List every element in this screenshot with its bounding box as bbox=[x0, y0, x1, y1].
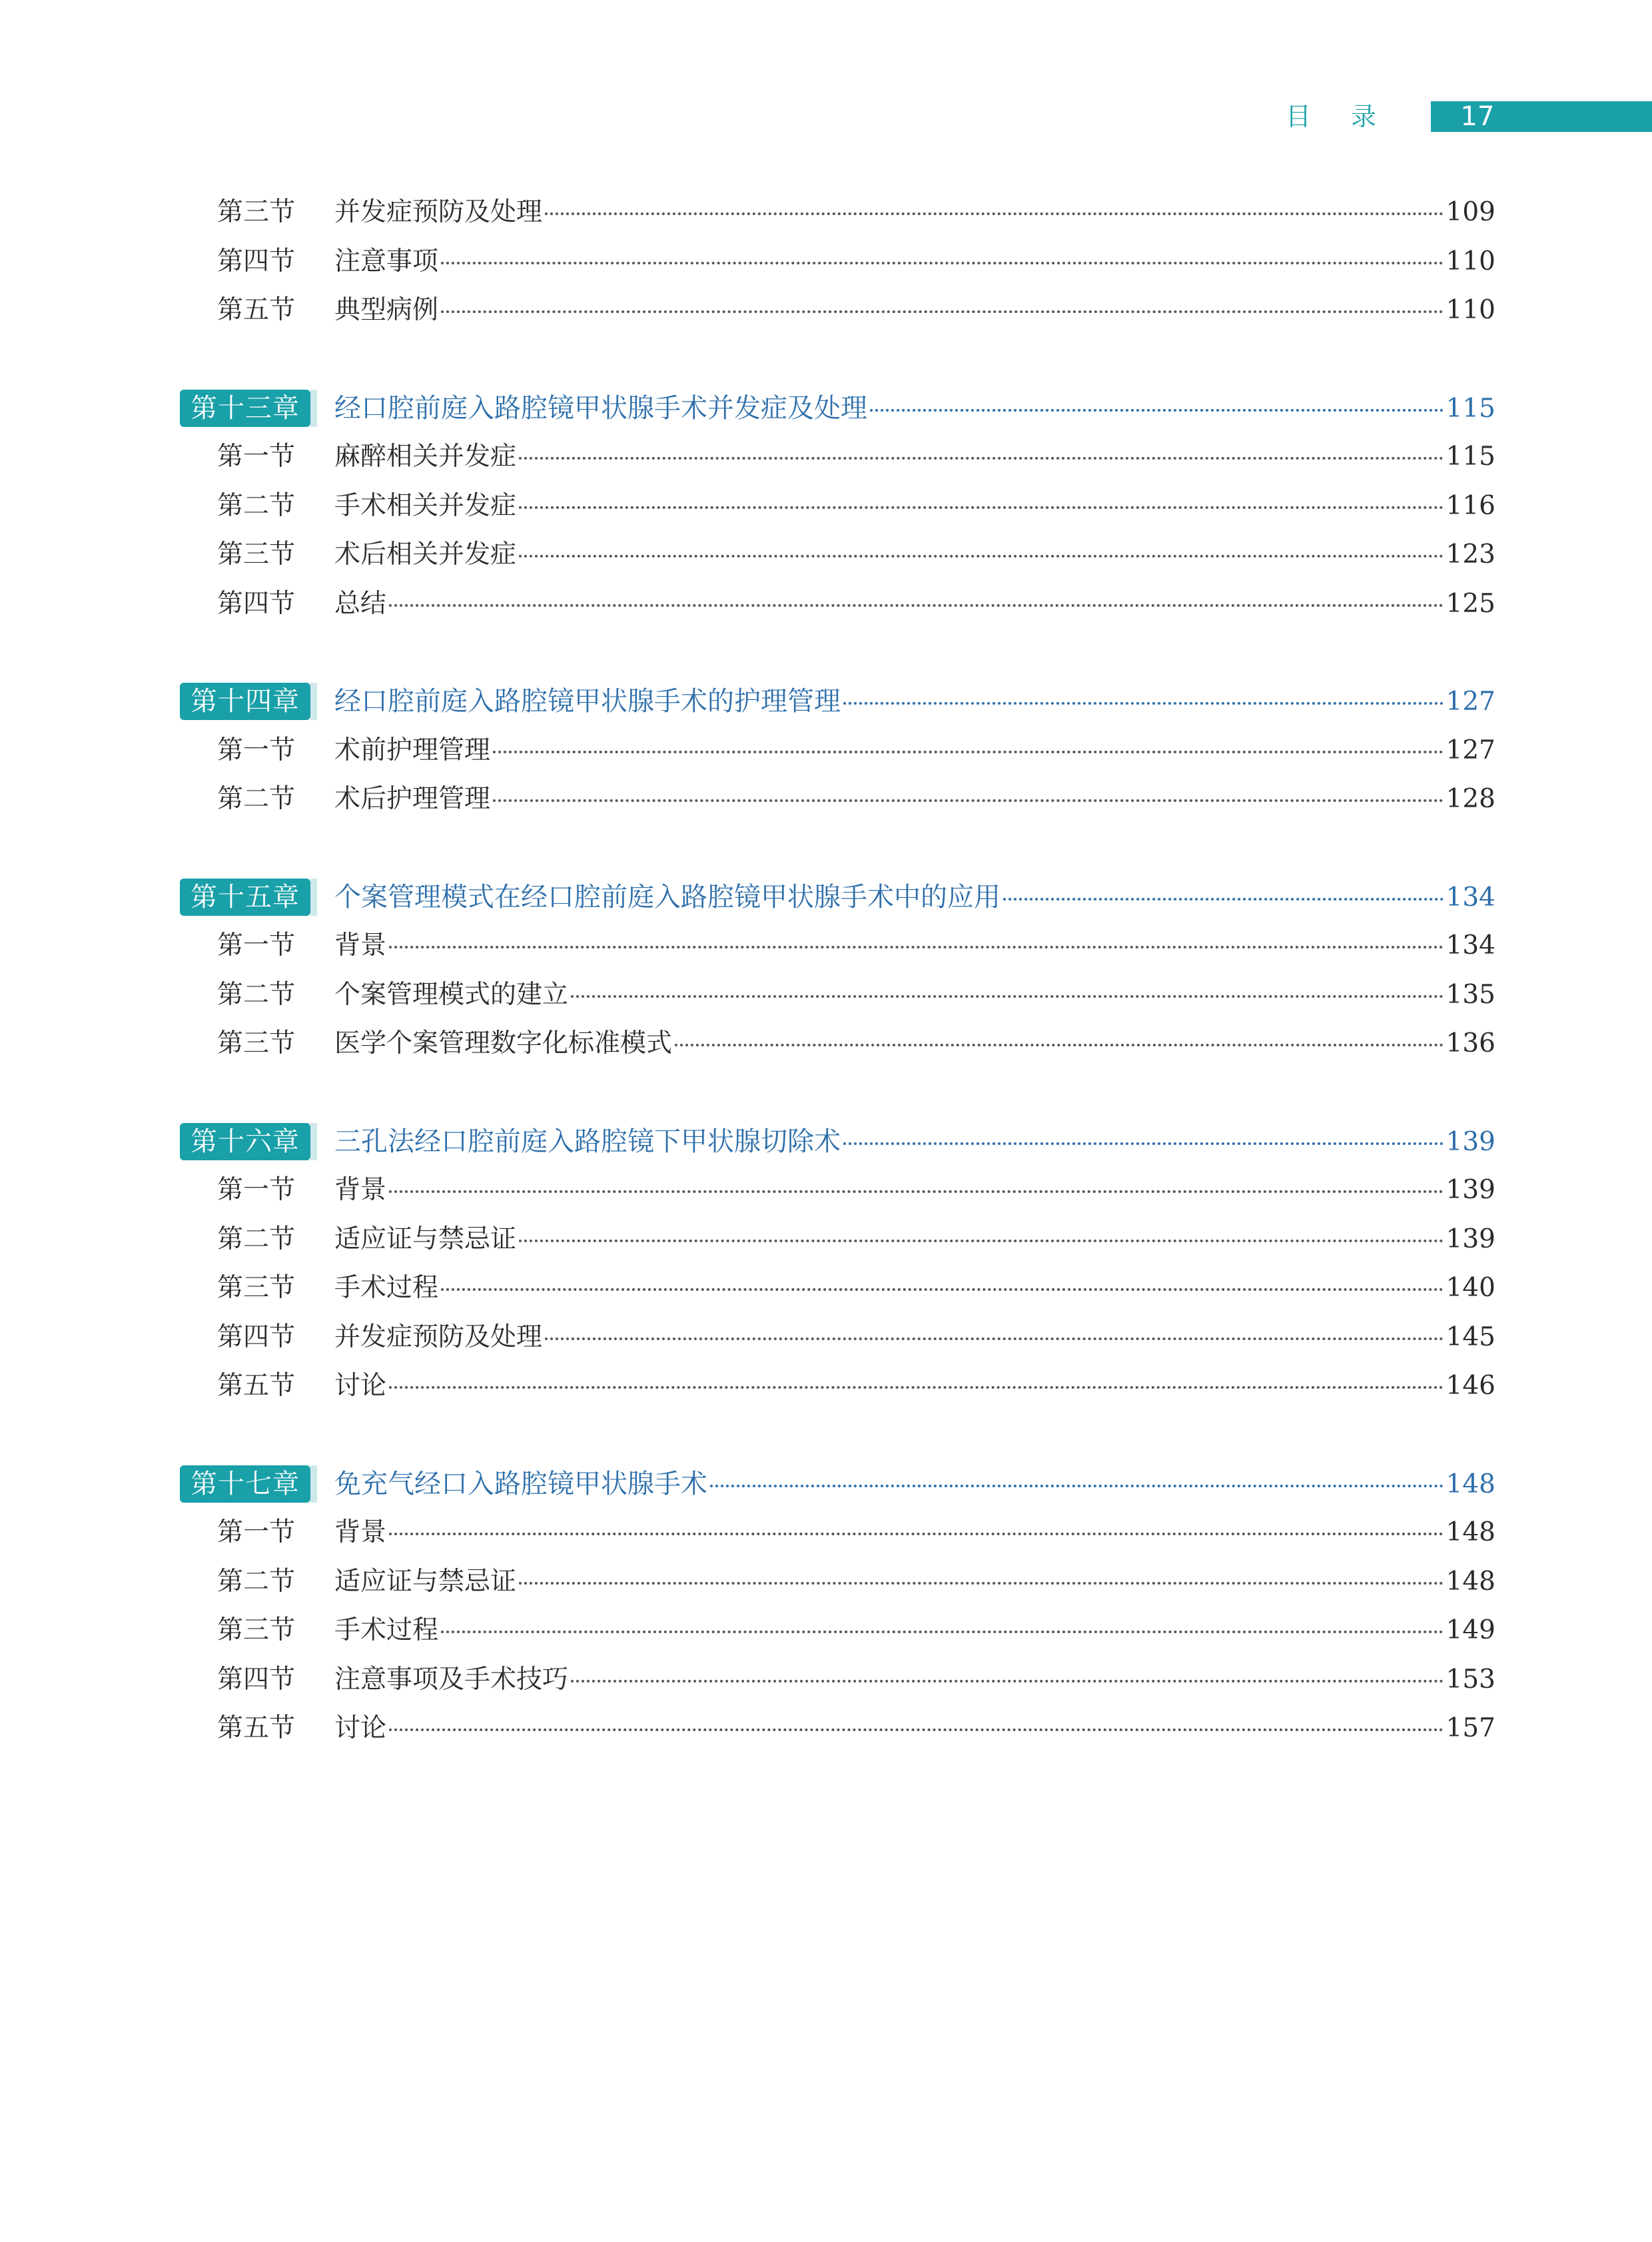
chapter-heading-row[interactable] bbox=[0, 1117, 1652, 1166]
chapter-title: 经口腔前庭入路腔镜甲状腺手术的护理管理 bbox=[334, 686, 841, 717]
toc-section-row[interactable] bbox=[0, 1704, 1652, 1753]
toc-section-row[interactable] bbox=[0, 188, 1652, 237]
section-label: 第三节 bbox=[217, 1273, 296, 1303]
dot-leader bbox=[843, 702, 1444, 705]
dot-leader bbox=[843, 1142, 1444, 1145]
section-page: 153 bbox=[1446, 1664, 1495, 1694]
chapter-title: 经口腔前庭入路腔镜甲状腺手术并发症及处理 bbox=[334, 392, 867, 424]
toc-section-row[interactable] bbox=[0, 286, 1652, 335]
section-title: 医学个案管理数字化标准模式 bbox=[334, 1028, 673, 1058]
dot-leader bbox=[519, 1240, 1444, 1242]
section-page: 128 bbox=[1446, 784, 1495, 814]
dot-leader bbox=[710, 1485, 1444, 1487]
section-label: 第二节 bbox=[217, 1566, 296, 1597]
chapter-heading-row[interactable] bbox=[0, 873, 1652, 922]
chapter-page: 139 bbox=[1446, 1126, 1495, 1157]
section-label: 第二节 bbox=[217, 490, 296, 521]
chapter-heading-row[interactable] bbox=[0, 1459, 1652, 1509]
table-of-contents bbox=[0, 188, 1652, 1802]
section-page: 146 bbox=[1446, 1371, 1495, 1401]
section-title: 典型病例 bbox=[334, 295, 439, 325]
toc-section-row[interactable] bbox=[0, 1019, 1652, 1068]
toc-chapter-15 bbox=[0, 873, 1652, 1068]
dot-leader bbox=[1003, 898, 1444, 901]
dot-leader bbox=[441, 262, 1444, 264]
section-title: 个案管理模式的建立 bbox=[334, 979, 569, 1010]
section-page: 140 bbox=[1446, 1273, 1495, 1303]
section-page: 134 bbox=[1446, 931, 1495, 960]
section-label: 第四节 bbox=[217, 1664, 296, 1694]
section-page: 123 bbox=[1446, 540, 1495, 569]
chapter-badge bbox=[180, 390, 310, 427]
chapter-label: 第十三章 bbox=[191, 392, 300, 424]
section-page: 110 bbox=[1446, 246, 1495, 276]
toc-chapter-17 bbox=[0, 1459, 1652, 1753]
chapter-label: 第十六章 bbox=[191, 1126, 300, 1157]
chapter-label: 第十四章 bbox=[191, 686, 300, 717]
section-title: 适应证与禁忌证 bbox=[334, 1566, 517, 1597]
section-page: 115 bbox=[1446, 442, 1495, 472]
section-label: 第四节 bbox=[217, 1321, 296, 1352]
toc-section-row[interactable] bbox=[0, 970, 1652, 1020]
chapter-page: 115 bbox=[1446, 393, 1495, 424]
dot-leader bbox=[545, 1337, 1444, 1340]
section-page: 116 bbox=[1446, 490, 1495, 521]
chapter-heading-row[interactable] bbox=[0, 677, 1652, 726]
section-page: 139 bbox=[1446, 1175, 1495, 1205]
toc-section-row[interactable] bbox=[0, 726, 1652, 775]
chapter-heading-row[interactable] bbox=[0, 384, 1652, 433]
toc-section-row[interactable] bbox=[0, 775, 1652, 824]
section-page: 109 bbox=[1446, 197, 1495, 227]
section-page: 149 bbox=[1446, 1615, 1495, 1645]
toc-section-row[interactable] bbox=[0, 1508, 1652, 1557]
toc-section-row[interactable] bbox=[0, 1166, 1652, 1215]
section-title: 并发症预防及处理 bbox=[334, 1321, 543, 1352]
chapter-badge bbox=[180, 1123, 310, 1160]
section-title: 麻醉相关并发症 bbox=[334, 442, 517, 472]
section-label: 第五节 bbox=[217, 1713, 296, 1743]
chapter-title: 免充气经口入路腔镜甲状腺手术 bbox=[334, 1468, 707, 1499]
section-page: 139 bbox=[1446, 1224, 1495, 1254]
toc-section-row[interactable] bbox=[0, 237, 1652, 286]
chapter-page: 127 bbox=[1446, 687, 1495, 717]
chapter-label: 第十七章 bbox=[191, 1468, 300, 1499]
dot-leader bbox=[389, 1386, 1444, 1389]
chapter-page: 134 bbox=[1446, 882, 1495, 913]
toc-section-row[interactable] bbox=[0, 1606, 1652, 1655]
toc-section-row[interactable] bbox=[0, 530, 1652, 579]
running-header bbox=[1286, 100, 1652, 133]
section-page: 127 bbox=[1446, 735, 1495, 765]
section-title: 讨论 bbox=[334, 1713, 387, 1743]
toc-section-row[interactable] bbox=[0, 1655, 1652, 1704]
section-label: 第五节 bbox=[217, 295, 296, 325]
section-label: 第三节 bbox=[217, 197, 296, 227]
toc-chapter-16 bbox=[0, 1117, 1652, 1411]
toc-section-row[interactable] bbox=[0, 921, 1652, 970]
section-title: 适应证与禁忌证 bbox=[334, 1224, 517, 1254]
dot-leader bbox=[545, 212, 1444, 215]
toc-section-row[interactable] bbox=[0, 1264, 1652, 1313]
section-page: 157 bbox=[1446, 1713, 1495, 1743]
section-title: 讨论 bbox=[334, 1371, 387, 1401]
section-title: 手术过程 bbox=[334, 1273, 439, 1303]
chapter-badge bbox=[180, 1465, 310, 1503]
chapter-title: 三孔法经口腔前庭入路腔镜下甲状腺切除术 bbox=[334, 1126, 841, 1157]
section-title: 注意事项及手术技巧 bbox=[334, 1664, 569, 1694]
section-title: 背景 bbox=[334, 1517, 387, 1547]
toc-section-row[interactable] bbox=[0, 432, 1652, 482]
chapter-label: 第十五章 bbox=[191, 881, 300, 913]
section-label: 第三节 bbox=[217, 1028, 296, 1058]
section-label: 第二节 bbox=[217, 784, 296, 814]
dot-leader bbox=[571, 1680, 1444, 1682]
section-label: 第二节 bbox=[217, 1224, 296, 1254]
toc-section-row[interactable] bbox=[0, 482, 1652, 531]
section-title: 总结 bbox=[334, 588, 387, 619]
page-number: 17 bbox=[1460, 101, 1495, 132]
section-title: 术后相关并发症 bbox=[334, 540, 517, 569]
page-number-bar bbox=[1431, 101, 1652, 132]
section-title: 术前护理管理 bbox=[334, 735, 491, 765]
section-page: 148 bbox=[1446, 1517, 1495, 1547]
section-label: 第一节 bbox=[217, 1517, 296, 1547]
dot-leader bbox=[519, 506, 1444, 509]
toc-section-row[interactable] bbox=[0, 1215, 1652, 1264]
section-page: 145 bbox=[1446, 1321, 1495, 1352]
section-label: 第一节 bbox=[217, 1175, 296, 1205]
section-label: 第四节 bbox=[217, 588, 296, 619]
section-page: 135 bbox=[1446, 979, 1495, 1010]
dot-leader bbox=[493, 799, 1444, 802]
section-label: 第二节 bbox=[217, 979, 296, 1010]
section-page: 148 bbox=[1446, 1566, 1495, 1597]
toc-chapter-13 bbox=[0, 384, 1652, 629]
toc-section-row[interactable] bbox=[0, 1313, 1652, 1362]
section-title: 背景 bbox=[334, 1175, 387, 1205]
dot-leader bbox=[389, 1190, 1444, 1193]
section-page: 125 bbox=[1446, 588, 1495, 619]
section-label: 第一节 bbox=[217, 442, 296, 472]
dot-leader bbox=[870, 409, 1444, 412]
toc-section-row[interactable] bbox=[0, 579, 1652, 629]
dot-leader bbox=[571, 995, 1444, 998]
section-label: 第四节 bbox=[217, 246, 296, 276]
header-title: 目录 bbox=[1286, 102, 1417, 131]
section-title: 背景 bbox=[334, 931, 387, 960]
section-label: 第一节 bbox=[217, 931, 296, 960]
chapter-page: 148 bbox=[1446, 1469, 1495, 1499]
dot-leader bbox=[519, 1582, 1444, 1585]
dot-leader bbox=[493, 751, 1444, 753]
section-title: 并发症预防及处理 bbox=[334, 197, 543, 227]
chapter-badge bbox=[180, 879, 310, 916]
section-title: 注意事项 bbox=[334, 246, 439, 276]
dot-leader bbox=[519, 457, 1444, 460]
section-page: 136 bbox=[1446, 1028, 1495, 1058]
section-title: 手术过程 bbox=[334, 1615, 439, 1645]
toc-leading-sections bbox=[0, 188, 1652, 335]
dot-leader bbox=[519, 555, 1444, 558]
dot-leader bbox=[441, 1631, 1444, 1633]
chapter-badge bbox=[180, 683, 310, 720]
dot-leader bbox=[441, 1288, 1444, 1291]
section-title: 术后护理管理 bbox=[334, 784, 491, 814]
section-title: 手术相关并发症 bbox=[334, 490, 517, 521]
dot-leader bbox=[389, 946, 1444, 948]
section-label: 第三节 bbox=[217, 540, 296, 569]
section-label: 第一节 bbox=[217, 735, 296, 765]
section-page: 110 bbox=[1446, 295, 1495, 325]
dot-leader bbox=[389, 1533, 1444, 1535]
dot-leader bbox=[675, 1044, 1444, 1046]
toc-chapter-14 bbox=[0, 677, 1652, 824]
chapter-title: 个案管理模式在经口腔前庭入路腔镜甲状腺手术中的应用 bbox=[334, 881, 1001, 913]
section-label: 第三节 bbox=[217, 1615, 296, 1645]
dot-leader bbox=[441, 310, 1444, 313]
dot-leader bbox=[389, 604, 1444, 607]
toc-section-row[interactable] bbox=[0, 1361, 1652, 1411]
section-label: 第五节 bbox=[217, 1371, 296, 1401]
dot-leader bbox=[389, 1728, 1444, 1731]
toc-section-row[interactable] bbox=[0, 1557, 1652, 1607]
